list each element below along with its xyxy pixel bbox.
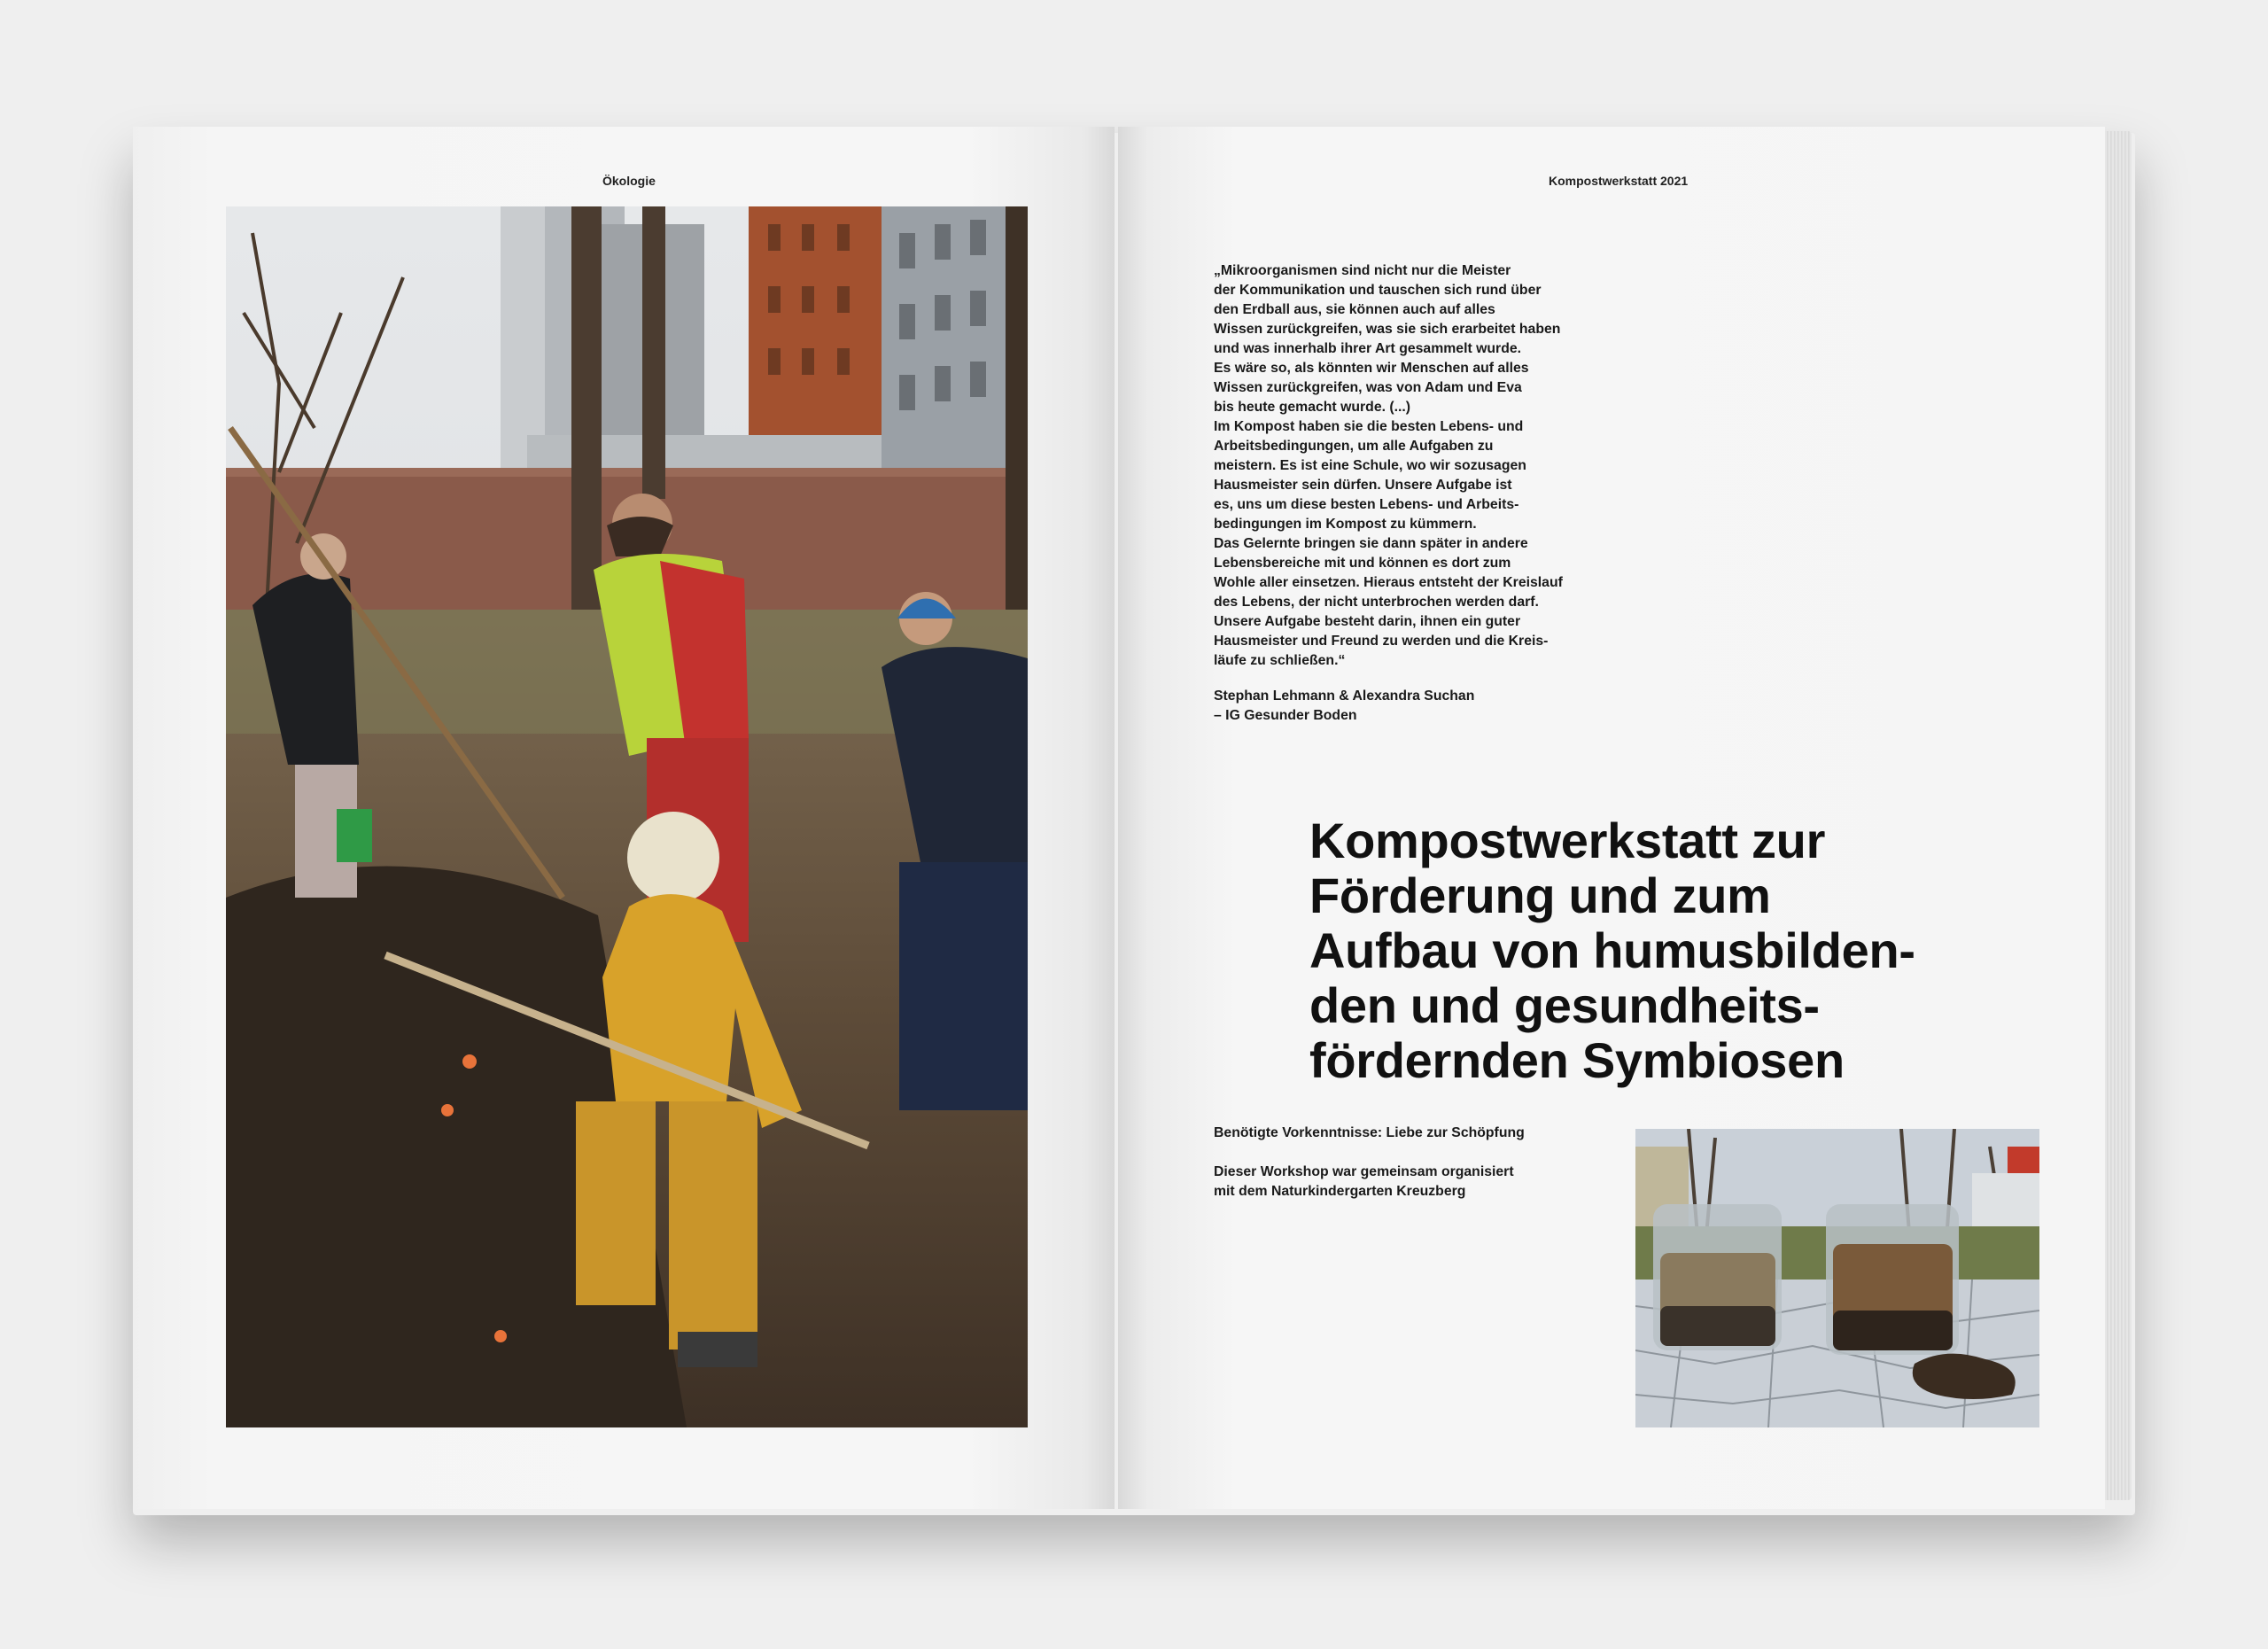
- running-head-left: Ökologie: [602, 174, 656, 188]
- running-head-right: Kompostwerkstatt 2021: [1549, 174, 1689, 188]
- organizer-text: Dieser Workshop war gemeinsam organisiert mit dem Naturkindergarten Kreuzberg: [1214, 1164, 1514, 1199]
- garden-photo: [226, 206, 1028, 1427]
- article-headline: Kompostwerkstatt zur Förderung und zum Aufbau von humusbilden- den und gesundheits- fördernden Symbiosen: [1309, 813, 1915, 1088]
- quote-author: Stephan Lehmann & Alexandra Suchan – IG Gesunder Boden: [1214, 688, 1475, 723]
- soil-jars-photo: [1635, 1129, 2039, 1427]
- page-edges: [2105, 131, 2132, 1500]
- quote-text: „Mikroorganismen sind nicht nur die Meister der Kommunikation und tauschen sich rund über den Erdball aus, sie können auch auf alles Wissen zurückgreifen, was sie sich erarbeitet haben und was innerhalb ihrer Art gesammelt wurde. Es wäre so, als könnten wir Menschen auf alles Wissen zurückgreifen, was von Adam und Eva bis heute gemacht wurde. (...) Im Kompost haben sie die besten Lebens- und Arbeitsbedingungen, um alle Aufgaben zu meistern. Es ist eine Schule, wo wir sozusagen Hausmeister sein dürfen. Unsere Aufgabe ist es, uns um diese besten Lebens- und Arbeits- bedingungen im Kompost zu kümmern. Das Gelernte bringen sie dann später in andere Lebensbereiche mit und können es dort zum Wohle aller einsetzen. Hieraus entsteht der Kreislauf des Lebens, der nicht unterbrochen werden darf. Unsere Aufgabe besteht darin, ihnen ein guter Hausmeister und Freund zu werden und die Kreis- läufe zu schließen.“: [1214, 263, 1563, 668]
- prerequisites-text: Benötigte Vorkenntnisse: Liebe zur Schöpfung: [1214, 1125, 1525, 1140]
